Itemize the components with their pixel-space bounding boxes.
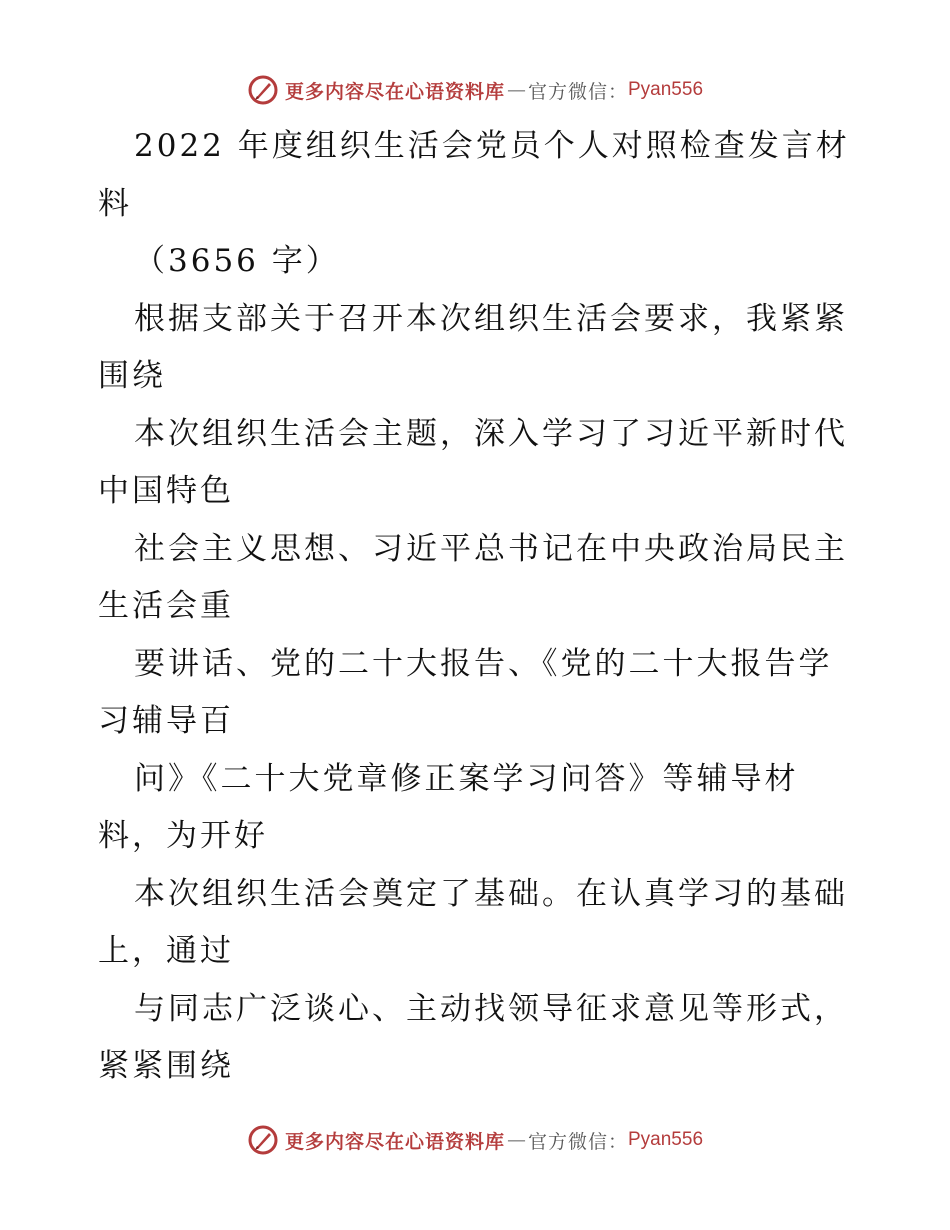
- text-line: 2022 年度组织生活会党员个人对照检查发言材: [134, 128, 850, 164]
- text-line: 上，通过: [98, 933, 234, 969]
- watermark-wechat-label: 官方微信：: [527, 1130, 628, 1153]
- watermark-brand: 更多内容尽在心语资料库: [284, 80, 505, 103]
- text-line: 要讲话、党的二十大报告、《党的二十大报告学: [134, 645, 833, 682]
- watermark-wechat-id: Pyan556: [628, 1129, 704, 1150]
- word-count: （3656 字）: [134, 243, 340, 279]
- watermark-separator: —: [506, 79, 526, 101]
- watermark-brand: 更多内容尽在心语资料库: [284, 1130, 505, 1153]
- document-body: [98, 118, 858, 1096]
- footer-watermark: [0, 1120, 950, 1160]
- text-line: 问》《二十大党章修正案学习问答》等辅导材: [134, 760, 799, 797]
- watermark-wechat-id: Pyan556: [628, 79, 704, 100]
- text-line: 料: [98, 185, 132, 222]
- text-line: 紧紧围绕: [98, 1048, 234, 1084]
- text-line: 生活会重: [98, 588, 234, 624]
- quill-logo-icon: [247, 1124, 279, 1156]
- text-line: 社会主义思想、习近平总书记在中央政治局民主: [134, 530, 848, 567]
- quill-logo-icon: [247, 74, 279, 106]
- text-line: 根据支部关于召开本次组织生活会要求，我紧紧: [134, 300, 848, 337]
- header-watermark: [0, 70, 950, 110]
- text-line: 本次组织生活会主题，深入学习了习近平新时代: [134, 415, 848, 452]
- watermark-wechat-label: 官方微信：: [527, 80, 628, 103]
- text-line: 料，为开好: [98, 818, 268, 854]
- text-line: 围绕: [98, 358, 166, 394]
- text-line: 中国特色: [98, 473, 234, 509]
- text-line: 习辅导百: [98, 703, 234, 739]
- watermark-separator: —: [506, 1129, 526, 1151]
- text-line: 本次组织生活会奠定了基础。在认真学习的基础: [134, 875, 848, 912]
- text-line: 与同志广泛谈心、主动找领导征求意见等形式，: [134, 990, 848, 1027]
